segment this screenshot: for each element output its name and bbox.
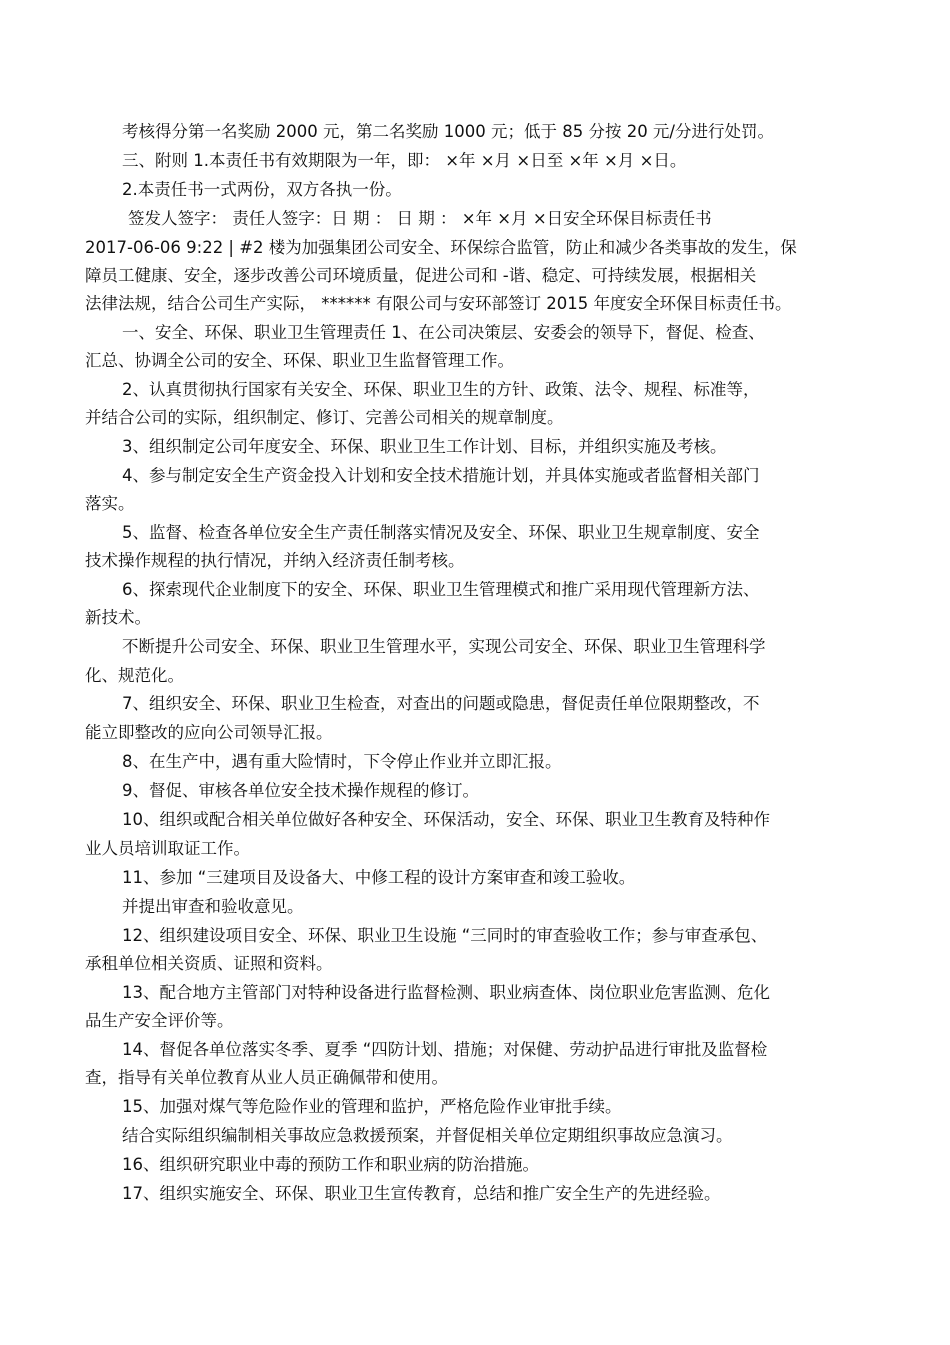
text-line-signatures: 签发人签字： 责任人签字：日 期 ： 日 期 ： ×年 ×月 ×日安全环保目标责任书: [128, 209, 712, 228]
list-item-4: 4、参与制定安全生产资金投入计划和安全技术措施计划，并具体实施或者监督相关部门: [122, 466, 760, 485]
list-item-14: 14、督促各单位落实冬季、夏季 “四防计划、措施；对保健、劳动护品进行审批及监督检: [122, 1040, 768, 1059]
list-item-7: 7、组织安全、环保、职业卫生检查，对查出的问题或隐患，督促责任单位限期整改，不: [122, 694, 760, 713]
text-line: 并提出审查和验收意见。: [122, 897, 304, 916]
text-line: 结合实际组织编制相关事故应急救援预案，并督促相关单位定期组织事故应急演习。: [122, 1126, 733, 1145]
text-line: 并结合公司的实际，组织制定、修订、完善公司相关的规章制度。: [85, 408, 564, 427]
text-line: 法律法规，结合公司生产实际， ****** 有限公司与安环部签订 2015 年度安全环保目标责任书。: [85, 294, 792, 313]
list-item-11: 11、参加 “三建项目及设备大、中修工程的设计方案审查和竣工验收。: [122, 868, 636, 887]
text-line-appendix: 三、附则 1.本责任书有效期限为一年，即： ×年 ×月 ×日至 ×年 ×月 ×日。: [122, 151, 687, 170]
text-line: 新技术。: [85, 608, 151, 627]
text-line: 化、规范化。: [85, 666, 184, 685]
text-line: 承租单位相关资质、证照和资料。: [85, 954, 333, 973]
list-item-15: 15、加强对煤气等危险作业的管理和监护，严格危险作业审批手续。: [122, 1097, 622, 1116]
list-item-13: 13、配合地方主管部门对特种设备进行监督检测、职业病查体、岗位职业危害监测、危化: [122, 983, 770, 1002]
text-line-reward: 考核得分第一名奖励 2000 元，第二名奖励 1000 元；低于 85 分按 20 元/分进行处罚。: [122, 122, 774, 141]
list-item-16: 16、组织研究职业中毒的预防工作和职业病的防治措施。: [122, 1155, 539, 1174]
list-item-9: 9、督促、审核各单位安全技术操作规程的修订。: [122, 781, 479, 800]
text-line: 业人员培训取证工作。: [85, 839, 250, 858]
list-item-2: 2、认真贯彻执行国家有关安全、环保、职业卫生的方针、政策、法令、规程、标准等，: [122, 380, 760, 399]
text-line: 技术操作规程的执行情况，并纳入经济责任制考核。: [85, 551, 465, 570]
text-line: 查，指导有关单位教育从业人员正确佩带和使用。: [85, 1068, 448, 1087]
list-item-8: 8、在生产中，遇有重大险情时，下令停止作业并立即汇报。: [122, 752, 562, 771]
list-item-3: 3、组织制定公司年度安全、环保、职业卫生工作计划、目标，并组织实施及考核。: [122, 437, 727, 456]
text-line-post-header: 2017-06-06 9:22 | #2 楼为加强集团公司安全、环保综合监管，防止和减少各类事故的发生，保: [85, 238, 797, 257]
list-item-6: 6、探索现代企业制度下的安全、环保、职业卫生管理模式和推广采用现代管理新方法、: [122, 580, 760, 599]
list-item-17: 17、组织实施安全、环保、职业卫生宣传教育，总结和推广安全生产的先进经验。: [122, 1184, 721, 1203]
text-line: 汇总、协调全公司的安全、环保、职业卫生监督管理工作。: [85, 351, 514, 370]
text-line-copies: 2.本责任书一式两份，双方各执一份。: [122, 180, 402, 199]
list-item-10: 10、组织或配合相关单位做好各种安全、环保活动，安全、环保、职业卫生教育及特种作: [122, 810, 770, 829]
text-line: 不断提升公司安全、环保、职业卫生管理水平，实现公司安全、环保、职业卫生管理科学: [122, 637, 766, 656]
text-line: 能立即整改的应向公司领导汇报。: [85, 723, 333, 742]
text-line: 品生产安全评价等。: [85, 1011, 234, 1030]
text-line: 障员工健康、安全，逐步改善公司环境质量，促进公司和 -谐、稳定、可持续发展，根据相关: [85, 266, 757, 285]
list-item-5: 5、监督、检查各单位安全生产责任制落实情况及安全、环保、职业卫生规章制度、安全: [122, 523, 760, 542]
section-heading-1: 一、安全、环保、职业卫生管理责任 1、在公司决策层、安委会的领导下，督促、检查、: [122, 323, 765, 342]
text-line: 落实。: [85, 494, 135, 513]
list-item-12: 12、组织建设项目安全、环保、职业卫生设施 “三同时的审查验收工作；参与审查承包、: [122, 926, 768, 945]
